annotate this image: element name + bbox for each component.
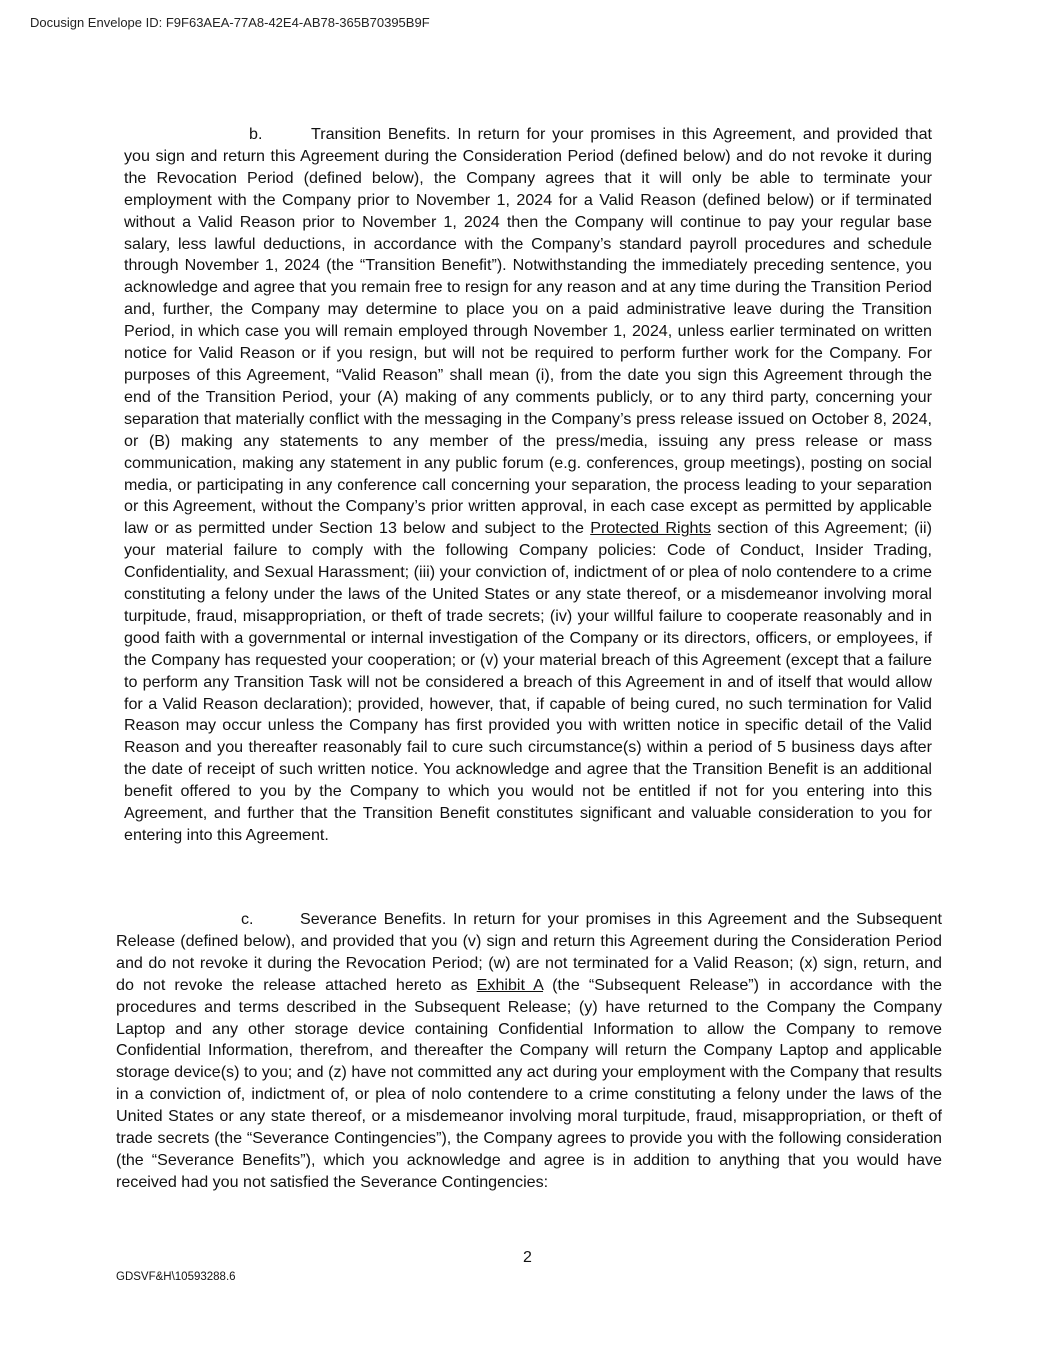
section-c-text-continued: (the “Subsequent Release”) in accordance with the procedures and terms described in the Subsequent Release; (y) have returned to the Company the Company Laptop and any other storage device containing Confidential Information to allow the Company to remove Confidential Information, therefrom, and thereafter the Company will return the Company Laptop and applicable storage device(s) to you; and (z) have not committed any act during your employment with the Company that results in a conviction of, indictment of, or plea of nolo contendere to a crime constituting a felony under the laws of the United States or any state thereof, or a misdemeanor involving moral turpitude, fraud, misappropriation, or theft of trade secrets (the “Severance Contingencies”), the Company agrees to provide you with the following consideration (the “Severance Benefits”), which you acknowledge and agree is in addition to anything that you would have received had you not satisfied the Severance Contingencies: bbox=[116, 975, 942, 1191]
document-id-footer: GDSVF&H\10593288.6 bbox=[116, 1271, 236, 1283]
section-b-text: Transition Benefits. In return for your promises in this Agreement, and provided that you sign and return this Agreement during the Consideration Period (defined below) and do not revoke it during the Revocation Period (defined below), the Company agrees that it will only be able to terminate your employment with the Company prior to November 1, 2024 for a Valid Reason (defined below) or if terminated without a Valid Reason prior to November 1, 2024 then the Company will continue to pay your regular base salary, less lawful deductions, in accordance with the Company’s standard payroll procedures and schedule through November 1, 2024 (the “Transition Benefit”). Notwithstanding the immediately preceding sentence, you acknowledge and agree that you remain free to resign for any reason and at any time during the Transition Period and, further, the Company may determine to place you on a paid administrative leave during the Transition Period, in which case you will remain employed through November 1, 2024, unless earlier terminated on written notice for Valid Reason or if you resign, but will not be required to perform further work for the Company. For purposes of this Agreement, “Valid Reason” shall mean (i), from the date you sign this Agreement through the end of the Transition Period, your (A) making of any comments publicly, or to any third party, concerning your separation that materially conflict with the messaging in the Company’s press release issued on October 8, 2024, or (B) making any statements to any member of the press/media, issuing any press release or mass communication, making any statement in any public forum (e.g. conferences, group meetings), posting on social media, or participating in any conference call concerning your separation, the process leading to your separation or this Agreement, without the Company’s prior written approval, in each case except as permitted by applicable law or as permitted under Section 13 below and subject to the bbox=[124, 125, 932, 538]
section-b-paragraph bbox=[124, 124, 932, 847]
section-c-lead bbox=[116, 909, 300, 931]
section-b-lead bbox=[124, 124, 311, 146]
section-c-paragraph bbox=[116, 909, 942, 1194]
section-b-text-continued: section of this Agreement; (ii) your material failure to comply with the following Company policies: Code of Conduct, Insider Trading, Confidentiality, and Sexual Harassment; (iii) your conviction of, indictment of or plea of nolo contendere to a crime constituting a felony under the laws of the United States or any state thereof, or a misdemeanor involving moral turpitude, fraud, misappropriation, or theft of trade secrets; (iv) your willful failure to cooperate reasonably and in good faith with a governmental or internal investigation of the Company or its directors, officers, or employees, if the Company has requested your cooperation; or (v) your material breach of this Agreement (except that a failure to perform any Transition Task will not be considered a breach of this Agreement in and of itself that would allow for a Valid Reason declaration); provided, however, that, if capable of being cured, no such termination for Valid Reason may occur unless the Company has first provided you with written notice in specific detail of the Valid Reason and you thereafter reasonably fail to cure such circumstance(s) within a period of 5 business days after the date of receipt of such written notice. You acknowledge and agree that the Transition Benefit is an additional benefit offered to you by the Company to which you would not be entitled if not for you entering into this Agreement, and further that the Transition Benefit constitutes significant and valuable consideration to you for entering into this Agreement. bbox=[124, 519, 932, 844]
protected-rights-link[interactable]: Protected Rights bbox=[590, 519, 711, 538]
section-b-marker: b. bbox=[249, 125, 263, 143]
docusign-envelope-id: Docusign Envelope ID: F9F63AEA-77A8-42E4-AB78-365B70395B9F bbox=[30, 15, 430, 30]
section-c-marker: c. bbox=[241, 910, 254, 928]
page-number: 2 bbox=[523, 1249, 532, 1266]
exhibit-a-link[interactable]: Exhibit A bbox=[476, 975, 544, 994]
section-c-text: Severance Benefits. In return for your promises in this Agreement and the Subsequent Release (defined below), and provided that you (v) sign and return this Agreement during the Consideration Period and do not revoke it during the Revocation Period; (w) are not terminated for a Valid Reason; (x) sign, return, and do not revoke the release attached hereto as bbox=[116, 910, 942, 994]
